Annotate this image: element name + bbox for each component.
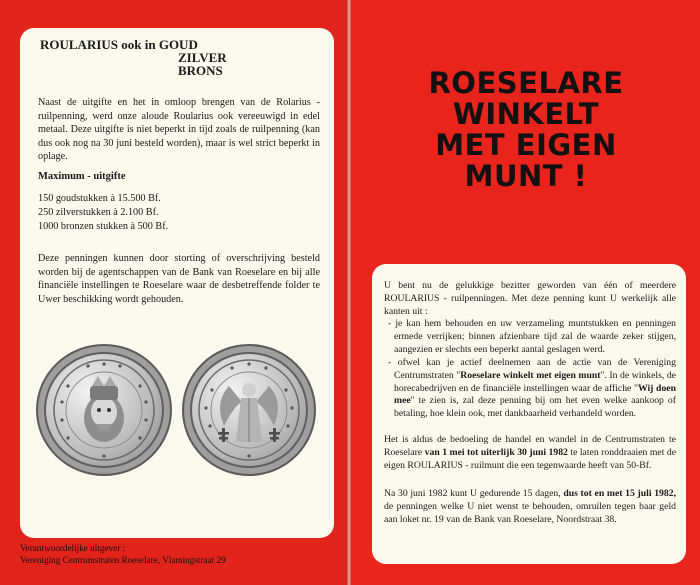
option-spend-text-c: ". In de winkels, de horecabedrijven en de financiële instellingen waar de affiche " <box>394 369 676 394</box>
period-dates: van 1 mei tot uiterlijk 30 juni 1982 <box>424 446 568 458</box>
quantity-list <box>38 192 168 234</box>
campaign-slogan: Roeselare winkelt met eigen munt <box>460 369 601 381</box>
exchange-paragraph <box>384 488 676 527</box>
metals-heading <box>40 38 310 77</box>
option-keep: - je kan hem behouden en uw verzameling muntstukken en penningen ermede verrijken; binnen afzienbare tijd zal de waarde zeker stijgen, aangezien er slechts een beperkt aantal geslagen werd. <box>388 318 676 355</box>
title-line-1: ROESELARE <box>428 66 624 100</box>
coin-obverse-image <box>36 344 172 476</box>
publisher-address: Vereniging Centrumstraten Roeselare, Vlamingstraat 29 <box>20 555 226 565</box>
right-info-card <box>372 264 686 564</box>
option-spend-text-a: - ofwel kan je actief deelnemen aan de actie van de Vereniging Centrumstraten " <box>388 356 676 381</box>
coin-reverse-image <box>182 344 316 476</box>
left-info-card <box>20 28 334 538</box>
options-list <box>384 318 676 421</box>
publisher-footer <box>20 542 330 566</box>
poster-slogan: Wij doen mee <box>394 382 676 407</box>
max-issue-heading: Maximum - uitgifte <box>38 171 126 182</box>
title-line-4: MUNT ! <box>464 159 588 193</box>
option-spend-text-e: " te zien is, zal deze penning bij om het even welke aankoop of betaling, hoe klein ook, met dankbaarheid verhandeld worden. <box>394 395 676 420</box>
title-line-3: MET EIGEN <box>435 128 617 162</box>
exchange-deadline: dus tot en met 15 juli 1982, <box>563 488 676 499</box>
intro-paragraph: U bent nu de gelukkige bezitter geworden van één of meerdere ROULARIUS - ruilpenningen. Met deze penning kunt U werkelijk alle kanten uit : <box>384 280 676 317</box>
exchange-text-c: de penningen welke U niet wenst te behouden, omruilen tegen baar geld aan loket nr. 19 van de Bank van Roeselare, Noordstraat 38. <box>384 500 676 525</box>
heading-line-bronze: BRONS <box>178 63 223 78</box>
quantity-gold: 150 goudstukken à 15.500 Bf. <box>38 193 161 204</box>
heading-line-silver: ZILVER <box>178 50 227 65</box>
period-text-c: te laten ronddraaien met de eigen ROULARIUS - ruilmunt die een tegenwaarde heeft van 50-Bf. <box>384 446 677 471</box>
quantity-silver: 250 zilverstukken à 2.100 Bf. <box>38 207 159 218</box>
quantity-bronze: 1000 bronzen stukken à 500 Bf. <box>38 221 169 232</box>
period-paragraph <box>384 434 676 473</box>
issue-paragraph: Naast de uitgifte en het in omloop brengen van de Rolarius - ruilpenning, werd onze aloude Roularius ook vereeuwigd in edel metaal. Deze uitgifte is niet beperkt in tijd zoals de ruilpenning (kan dus ook nog na 30 juni besteld worden), maar is wel strict beperkt in oplage. <box>38 97 320 163</box>
page-title <box>352 68 700 192</box>
heading-line-gold: ROULARIUS ook in GOUD <box>40 37 198 52</box>
period-text-a: Het is aldus de bedoeling de handel en wandel in de Centrumstraten te Roeselare <box>384 434 676 458</box>
publisher-label: Verantwoordelijke uitgever : <box>20 543 126 553</box>
order-paragraph: Deze penningen kunnen door storting of overschrijving besteld worden bij de agentschappen van de Bank van Roeselare en bij alle financiële instellingen te Roeselare waar de desbetreffende folder te Uwer beschikking wordt gehouden. <box>38 253 320 305</box>
exchange-text-a: Na 30 juni 1982 kunt U gedurende 15 dagen, <box>384 488 564 499</box>
option-spend <box>384 357 676 422</box>
title-line-2: WINKELT <box>452 97 600 131</box>
